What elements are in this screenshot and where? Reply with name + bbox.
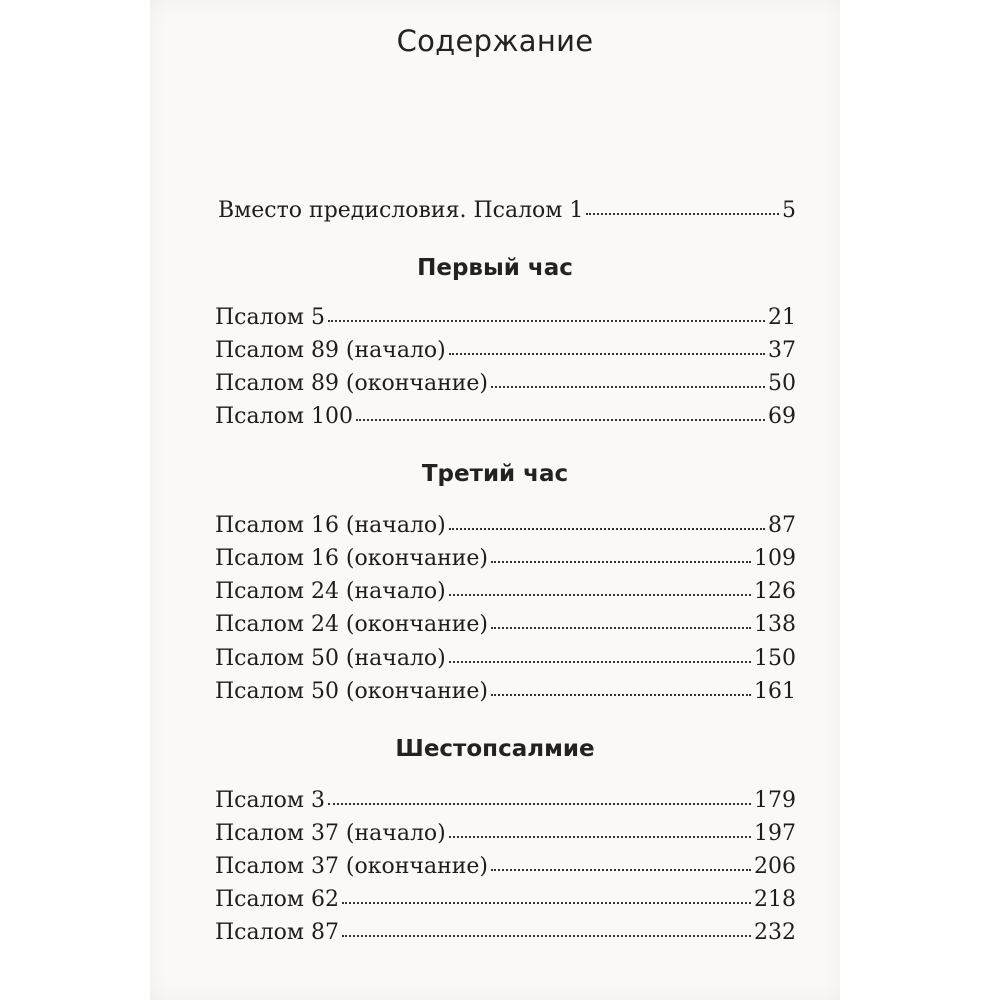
toc-entry-label: Псалом 37 (начало) bbox=[215, 821, 446, 846]
toc-entry-label: Псалом 16 (окончание) bbox=[215, 546, 489, 571]
toc-entry bbox=[215, 511, 796, 541]
toc-entry bbox=[215, 852, 796, 882]
toc-entry bbox=[215, 577, 796, 607]
toc-entry bbox=[215, 303, 796, 333]
toc-entry bbox=[215, 786, 796, 816]
dot-leader bbox=[491, 623, 751, 629]
toc-entry-page: 138 bbox=[754, 612, 796, 637]
dot-leader bbox=[356, 415, 765, 421]
page-title: Содержание bbox=[396, 24, 594, 58]
toc-entry-label: Псалом 24 (окончание) bbox=[215, 612, 489, 637]
toc-entry-label: Псалом 50 (окончание) bbox=[215, 679, 489, 704]
toc-entry bbox=[215, 918, 796, 948]
toc-entry-page: 50 bbox=[768, 371, 796, 396]
dot-leader bbox=[449, 657, 751, 663]
section-heading-six-psalms: Шестопсалмие bbox=[395, 736, 595, 762]
toc-entry-label: Псалом 89 (окончание) bbox=[215, 371, 489, 396]
toc-entry bbox=[215, 610, 796, 640]
toc-entry bbox=[215, 336, 796, 366]
toc-entry bbox=[215, 544, 796, 574]
dot-leader bbox=[449, 524, 765, 530]
dot-leader bbox=[491, 865, 751, 871]
toc-entry-label: Псалом 37 (окончание) bbox=[215, 854, 489, 879]
section-heading-first-hour: Первый час bbox=[417, 255, 573, 281]
toc-entry-label: Псалом 89 (начало) bbox=[215, 338, 446, 363]
toc-entry-page: 87 bbox=[768, 513, 796, 538]
dot-leader bbox=[491, 557, 751, 563]
toc-entry-page: 161 bbox=[754, 679, 796, 704]
dot-leader bbox=[586, 209, 779, 215]
dot-leader bbox=[449, 349, 765, 355]
toc-entry-label: Псалом 5 bbox=[215, 305, 325, 330]
toc-entry-page: 5 bbox=[782, 198, 796, 223]
toc-entry bbox=[215, 885, 796, 915]
toc-entry bbox=[215, 402, 796, 432]
dot-leader bbox=[342, 898, 751, 904]
toc-entry-page: 69 bbox=[768, 404, 796, 429]
book-page bbox=[150, 0, 840, 1000]
toc-entry-label: Псалом 3 bbox=[215, 788, 325, 813]
toc-entry-label: Вместо предисловия. Псалом 1 bbox=[218, 198, 584, 223]
toc-entry-page: 109 bbox=[754, 546, 796, 571]
toc-entry-intro bbox=[218, 196, 796, 226]
toc-entry-page: 206 bbox=[754, 854, 796, 879]
toc-entry-label: Псалом 50 (начало) bbox=[215, 646, 446, 671]
toc-entry-page: 150 bbox=[754, 646, 796, 671]
toc-entry bbox=[215, 644, 796, 674]
toc-entry bbox=[215, 369, 796, 399]
toc-entry bbox=[215, 819, 796, 849]
toc-entry-label: Псалом 24 (начало) bbox=[215, 579, 446, 604]
dot-leader bbox=[491, 382, 765, 388]
toc-entry-page: 218 bbox=[754, 887, 796, 912]
toc-entry-page: 232 bbox=[754, 920, 796, 945]
dot-leader bbox=[449, 590, 751, 596]
toc-entry-page: 21 bbox=[768, 305, 796, 330]
toc-entry-page: 37 bbox=[768, 338, 796, 363]
toc-entry-label: Псалом 87 bbox=[215, 920, 339, 945]
toc-entry bbox=[215, 677, 796, 707]
toc-entry-page: 126 bbox=[754, 579, 796, 604]
dot-leader bbox=[342, 931, 751, 937]
toc-entry-label: Псалом 16 (начало) bbox=[215, 513, 446, 538]
dot-leader bbox=[328, 316, 765, 322]
dot-leader bbox=[328, 799, 751, 805]
section-heading-third-hour: Третий час bbox=[421, 461, 569, 487]
toc-entry-label: Псалом 100 bbox=[215, 404, 353, 429]
dot-leader bbox=[449, 832, 751, 838]
toc-entry-label: Псалом 62 bbox=[215, 887, 339, 912]
toc-entry-page: 179 bbox=[754, 788, 796, 813]
toc-entry-page: 197 bbox=[754, 821, 796, 846]
dot-leader bbox=[491, 690, 751, 696]
